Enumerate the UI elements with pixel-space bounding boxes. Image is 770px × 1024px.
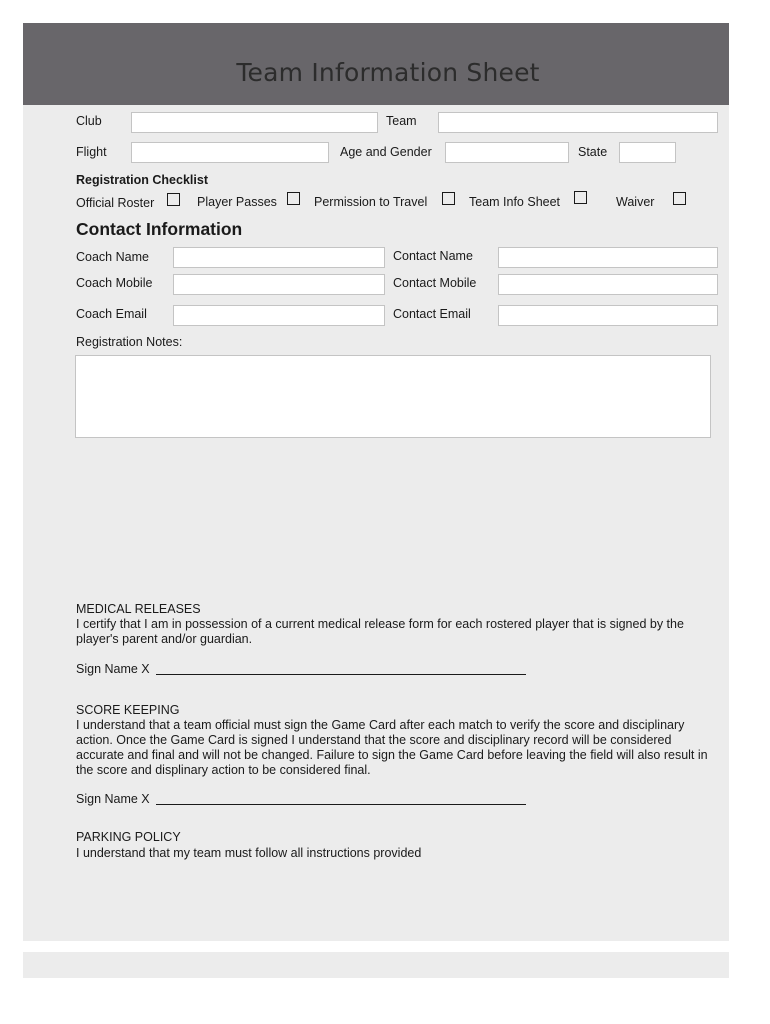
score-sign-line[interactable] bbox=[156, 804, 526, 805]
score-sign-label: Sign Name X bbox=[76, 792, 150, 806]
score-keeping-text: I understand that a team official must sign the Game Card after each match to verify the score and disciplinary action. Once the Game Card is signed I understand that the score and disciplinary record will be considered accurate and final and will not be changed. Failure to sign the Game Card before leaving the field will also result in the score and displinary action to be considered final. bbox=[76, 718, 708, 777]
medical-sign-label: Sign Name X bbox=[76, 662, 150, 676]
team-label: Team bbox=[386, 114, 417, 128]
medical-releases-text: I certify that I am in possession of a current medical release form for each rostered player that is signed by the player's parent and/or guardian. bbox=[76, 617, 684, 646]
contact-section-title: Contact Information bbox=[76, 219, 243, 239]
state-label: State bbox=[578, 145, 608, 159]
checkbox-permission-to-travel[interactable] bbox=[442, 192, 455, 205]
checkbox-waiver[interactable] bbox=[673, 192, 686, 205]
contact-email-input[interactable] bbox=[498, 305, 718, 326]
medical-releases-title: MEDICAL RELEASES bbox=[76, 602, 201, 616]
checklist-label-team-info-sheet: Team Info Sheet bbox=[469, 195, 561, 209]
checkbox-player-passes[interactable] bbox=[287, 192, 300, 205]
checkbox-team-info-sheet[interactable] bbox=[574, 191, 587, 204]
contact-name-input[interactable] bbox=[498, 247, 718, 268]
contact-mobile-label: Contact Mobile bbox=[393, 276, 477, 290]
medical-sign-line[interactable] bbox=[156, 674, 526, 675]
club-input[interactable] bbox=[131, 112, 378, 133]
coach-email-label: Coach Email bbox=[76, 307, 147, 321]
checklist-label-permission-to-travel: Permission to Travel bbox=[314, 195, 428, 209]
contact-mobile-input[interactable] bbox=[498, 274, 718, 295]
contact-name-label: Contact Name bbox=[393, 249, 473, 263]
flight-input[interactable] bbox=[131, 142, 329, 163]
coach-email-input[interactable] bbox=[173, 305, 385, 326]
parking-policy-text: I understand that my team must follow all instructions provided bbox=[76, 846, 422, 860]
coach-name-input[interactable] bbox=[173, 247, 385, 268]
page-title: Team Information Sheet bbox=[236, 58, 540, 87]
coach-mobile-input[interactable] bbox=[173, 274, 385, 295]
checkbox-official-roster[interactable] bbox=[167, 193, 180, 206]
checklist-label-player-passes: Player Passes bbox=[197, 195, 277, 209]
team-input[interactable] bbox=[438, 112, 718, 133]
footer-bar bbox=[23, 952, 729, 978]
flight-label: Flight bbox=[76, 145, 107, 159]
club-label: Club bbox=[76, 114, 102, 128]
checklist-label-waiver: Waiver bbox=[616, 195, 655, 209]
age-gender-label: Age and Gender bbox=[340, 145, 432, 159]
contact-email-label: Contact Email bbox=[393, 307, 471, 321]
age-gender-input[interactable] bbox=[445, 142, 569, 163]
coach-name-label: Coach Name bbox=[76, 250, 149, 264]
registration-notes-textarea[interactable] bbox=[75, 355, 711, 438]
state-input[interactable] bbox=[619, 142, 676, 163]
coach-mobile-label: Coach Mobile bbox=[76, 276, 153, 290]
score-keeping-title: SCORE KEEPING bbox=[76, 703, 180, 717]
parking-policy-title: PARKING POLICY bbox=[76, 830, 181, 844]
checklist-label-official-roster: Official Roster bbox=[76, 196, 155, 210]
registration-notes-label: Registration Notes: bbox=[76, 335, 183, 349]
checklist-title: Registration Checklist bbox=[76, 173, 208, 187]
